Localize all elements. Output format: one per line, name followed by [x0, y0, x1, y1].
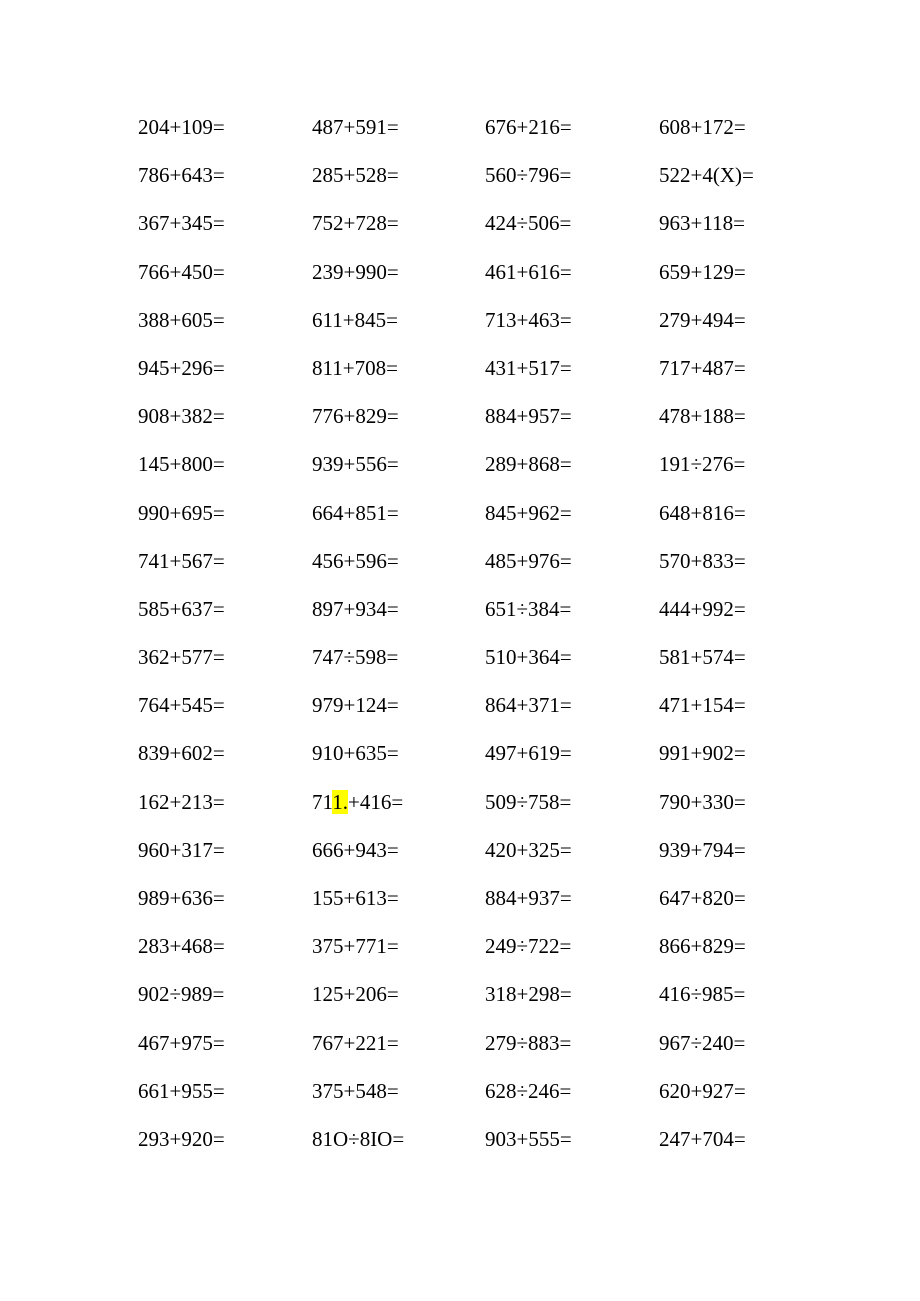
- problem: 279÷883=: [485, 1030, 572, 1055]
- problem: 839+602=: [138, 741, 225, 766]
- problem: 902÷989=: [138, 982, 225, 1007]
- problem: 362+577=: [138, 645, 225, 670]
- problem: 884+937=: [485, 886, 572, 910]
- problem-row: [138, 449, 838, 497]
- problem: 420+325=: [485, 837, 572, 862]
- problem: 279+494=: [659, 307, 746, 332]
- problem: 786+643=: [138, 163, 225, 188]
- problem: 845+962=: [485, 500, 572, 525]
- problem: 125+206=: [312, 982, 399, 1007]
- problem: 884+957=: [485, 404, 572, 429]
- problem: 155+613=: [312, 886, 399, 910]
- problem: 897+934=: [312, 596, 399, 621]
- problem: 162+213=: [138, 789, 225, 814]
- problem-row: [138, 112, 838, 160]
- highlighted-text: 1.: [332, 789, 348, 814]
- problem: 766+450=: [138, 259, 225, 284]
- problem-row: [138, 208, 838, 256]
- problem: 416÷985=: [659, 982, 746, 1007]
- problem: 620+927=: [659, 1078, 746, 1103]
- problem-row: [138, 835, 838, 883]
- problem: 471+154=: [659, 693, 746, 718]
- problem: 960+317=: [138, 837, 225, 862]
- problem: 318+298=: [485, 982, 572, 1007]
- problem: 628÷246=: [485, 1078, 572, 1103]
- problem-row: [138, 305, 838, 353]
- problem: 375+771=: [312, 934, 399, 959]
- problem: 444+992=: [659, 596, 746, 621]
- problem: 651÷384=: [485, 596, 572, 621]
- problem: 522+4(X)=: [659, 163, 754, 188]
- problem: 570+833=: [659, 548, 746, 573]
- problem: 608+172=: [659, 115, 746, 139]
- problem-row: [138, 931, 838, 979]
- problem: 990+695=: [138, 500, 225, 525]
- problem: 747÷598=: [312, 645, 399, 670]
- problem: 910+635=: [312, 741, 399, 766]
- problem: 191÷276=: [659, 452, 746, 477]
- problem-row: [138, 546, 838, 594]
- problem: 289+868=: [485, 452, 572, 477]
- problem: 647+820=: [659, 886, 746, 910]
- problem: 767+221=: [312, 1030, 399, 1055]
- problem: 283+468=: [138, 934, 225, 959]
- problem-row: [138, 353, 838, 401]
- problem: 648+816=: [659, 500, 746, 525]
- problem: 204+109=: [138, 115, 225, 139]
- problem: 661+955=: [138, 1078, 225, 1103]
- problem-row: [138, 738, 838, 786]
- problem: 145+800=: [138, 452, 225, 477]
- problem-row: [138, 642, 838, 690]
- problem: 510+364=: [485, 645, 572, 670]
- problem-row: [138, 401, 838, 449]
- problem: 456+596=: [312, 548, 399, 573]
- problem: 717+487=: [659, 355, 746, 380]
- problem: 431+517=: [485, 355, 572, 380]
- problem: 903+555=: [485, 1126, 572, 1151]
- problem: 285+528=: [312, 163, 399, 188]
- problem: 939+556=: [312, 452, 399, 477]
- problem: 509÷758=: [485, 789, 572, 814]
- problem: 989+636=: [138, 886, 225, 910]
- problem: 776+829=: [312, 404, 399, 429]
- problem-row: [138, 787, 838, 835]
- problem-row: [138, 979, 838, 1027]
- problem: 239+990=: [312, 259, 399, 284]
- problem: 764+545=: [138, 693, 225, 718]
- problem: 811+708=: [312, 355, 398, 380]
- problem: 467+975=: [138, 1030, 225, 1055]
- problem: 487+591=: [312, 115, 399, 139]
- problem-row: [138, 690, 838, 738]
- problem: 979+124=: [312, 693, 399, 718]
- problem-row: [138, 1124, 838, 1172]
- problem: 478+188=: [659, 404, 746, 429]
- problem: 967÷240=: [659, 1030, 746, 1055]
- problem: 939+794=: [659, 837, 746, 862]
- problem-row: [138, 1028, 838, 1076]
- problem: 664+851=: [312, 500, 399, 525]
- problem: 461+616=: [485, 259, 572, 284]
- problem-highlighted: [312, 787, 403, 817]
- problem: 752+728=: [312, 211, 399, 236]
- problem: 666+943=: [312, 837, 399, 862]
- problem: 424÷506=: [485, 211, 572, 236]
- problem-row: [138, 498, 838, 546]
- problem-row: [138, 883, 838, 931]
- problem: 864+371=: [485, 693, 572, 718]
- problem: 713+463=: [485, 307, 572, 332]
- problem: 790+330=: [659, 789, 746, 814]
- problem: 676+216=: [485, 115, 572, 139]
- problem: 249÷722=: [485, 934, 572, 959]
- problem: 485+976=: [485, 548, 572, 573]
- problem: 560÷796=: [485, 163, 572, 188]
- problem: 293+920=: [138, 1126, 225, 1151]
- problem: 81O÷8IO=: [312, 1126, 405, 1151]
- problem-text: 71: [312, 789, 333, 814]
- problem-row: [138, 594, 838, 642]
- problem: 963+118=: [659, 211, 745, 236]
- problem: 991+902=: [659, 741, 746, 766]
- problem: 388+605=: [138, 307, 225, 332]
- problem: 375+548=: [312, 1078, 399, 1103]
- problem-row: [138, 257, 838, 305]
- problem: 945+296=: [138, 355, 225, 380]
- problem: 908+382=: [138, 404, 225, 429]
- problem: 866+829=: [659, 934, 746, 959]
- problem: 585+637=: [138, 596, 225, 621]
- worksheet: [138, 112, 838, 1172]
- problem: 247+704=: [659, 1126, 746, 1151]
- problem-text: +416=: [347, 789, 404, 814]
- problem: 659+129=: [659, 259, 746, 284]
- problem: 741+567=: [138, 548, 225, 573]
- problem-row: [138, 160, 838, 208]
- problem: 367+345=: [138, 211, 225, 236]
- problem: 581+574=: [659, 645, 746, 670]
- problem: 611+845=: [312, 307, 398, 332]
- problem: 497+619=: [485, 741, 572, 766]
- problem-row: [138, 1076, 838, 1124]
